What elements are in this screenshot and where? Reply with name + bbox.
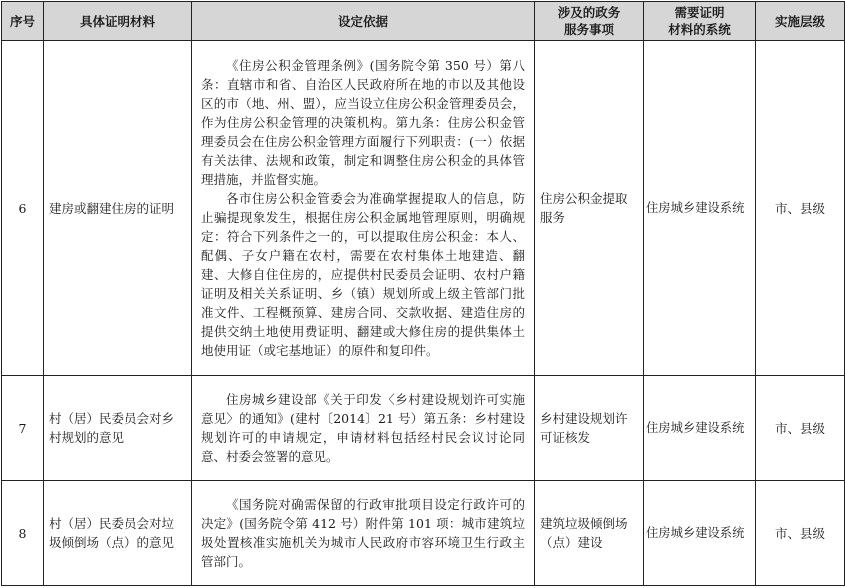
header-system-line2: 材料的系统 [668,22,731,37]
basis-paragraph: 各市住房公积金管委会为准确掌握提取人的信息，防止骗提现象发生，根据住房公积金属地管理原则，明确规定：符合下列条件之一的，可以提取住房公积金：本人、配偶、子女户籍在农村，需要在农村集体土地建造、翻建、大修自住住房的，应提供村民委员会证明、农村户籍证明及相关关系证明、乡（镇）规划所或上级主管部门批准文件、工程概预算、建房合同、交款收据、建造住房的提供交纳土地使用费证明、翻建或大修住房的提供集体土地使用证（或宅基地证）的原件和复印件。 [201,191,525,358]
row-material: 村（居）民委员会对乡村规划的意见 [44,376,192,481]
row-service: 建筑垃圾倾倒场（点）建设 [535,481,644,586]
row-number: 7 [2,376,44,481]
evidence-table [1,1,845,586]
basis-paragraph: 《住房公积金管理条例》(国务院令第 350 号）第八条：直辖市和省、自治区人民政府所在地的市以及其他设区的市（地、州、盟），应当设立住房公积金管理委员会，作为住房公积金管理的决策机构。第九条：住房公积金管理委员会在住房公积金管理方面履行下列职责：(一）依据有关法律、法规和政策，制定和调整住房公积金的具体管理措施，并监督实施。 [201,58,525,187]
table-row [2,481,845,586]
row-level: 市、县级 [756,481,845,586]
header-material: 具体证明材料 [44,2,192,41]
row-material: 建房或翻建住房的证明 [44,41,192,376]
row-system: 住房城乡建设系统 [644,41,756,376]
header-level: 实施层级 [756,2,845,41]
row-material: 村（居）民委员会对垃圾倾倒场（点）的意见 [44,481,192,586]
row-level: 市、县级 [756,376,845,481]
row-system: 住房城乡建设系统 [644,376,756,481]
table-row [2,41,845,376]
basis-paragraph: 住房城乡建设部《关于印发〈乡村建设规划许可实施意见〉的通知》(建村〔2014〕21 号）第五条：乡村建设规划许可的申请规定，申请材料包括经村民会议讨论同意、村委会签署的意见。 [201,392,525,464]
header-system-line1: 需要证明 [674,5,725,20]
header-row [2,2,845,41]
row-basis [192,481,535,586]
row-service: 住房公积金提取服务 [535,41,644,376]
header-basis: 设定依据 [192,2,535,41]
header-service-line1: 涉及的政务 [557,5,621,20]
row-level: 市、县级 [756,41,845,376]
row-service: 乡村建设规划许可证核发 [535,376,644,481]
header-service-line2: 服务事项 [563,22,614,37]
row-system: 住房城乡建设系统 [644,481,756,586]
row-number: 8 [2,481,44,586]
header-system [644,2,756,41]
basis-paragraph: 《国务院对确需保留的行政审批项目设定行政许可的决定》(国务院令第 412 号）附件第 101 项：城市建筑垃圾处置核准实施机关为城市人民政府市容环境卫生行政主管部门。 [201,497,525,569]
header-no: 序号 [2,2,44,41]
row-basis [192,376,535,481]
row-number: 6 [2,41,44,376]
header-service [535,2,644,41]
row-basis [192,41,535,376]
table-row [2,376,845,481]
